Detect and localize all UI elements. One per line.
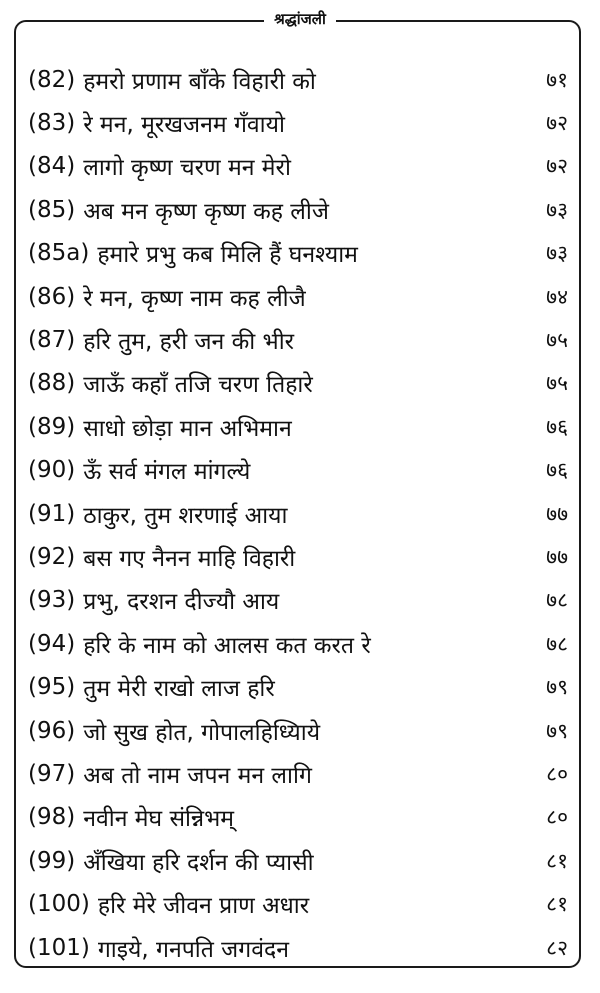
entry-number: (95)	[28, 674, 76, 701]
entry-number: (88)	[28, 370, 76, 397]
entry-page-number: ७६	[546, 458, 568, 483]
entry-page-number: ७४	[546, 284, 568, 309]
contents-entry	[28, 579, 568, 622]
entry-page-number: ७३	[546, 241, 568, 266]
contents-entry	[28, 535, 568, 578]
entry-number: (84)	[28, 153, 76, 180]
entry-number: (87)	[28, 327, 76, 354]
entry-page-number: ८१	[546, 892, 568, 917]
entry-title: रे मन, मूरखजनम गँवायो	[83, 112, 285, 139]
contents-entry	[28, 101, 568, 144]
entry-page-number: ८१	[546, 848, 568, 873]
entry-page-number: ७८	[546, 588, 568, 613]
entry-page-number: ७१	[546, 67, 568, 92]
entry-number: (97)	[28, 760, 76, 787]
contents-entry	[28, 318, 568, 361]
entry-title: बस गए नैनन माहि विहारी	[83, 545, 296, 572]
entry-page-number: ७२	[546, 154, 568, 179]
entry-page-number: ८०	[546, 761, 568, 786]
contents-entry	[28, 796, 568, 839]
contents-entry	[28, 492, 568, 535]
entry-page-number: ७९	[546, 718, 568, 743]
entry-number: (85a)	[28, 240, 90, 267]
entry-number: (86)	[28, 283, 76, 310]
entry-page-number: ७५	[546, 328, 568, 353]
entry-title: हरि मेरे जीवन प्राण अधार	[97, 893, 310, 920]
entry-title: अँखिया हरि दर्शन की प्यासी	[83, 849, 314, 876]
entry-page-number: ७२	[546, 111, 568, 136]
contents-entry	[28, 58, 568, 101]
entry-title: हरि तुम, हरी जन की भीर	[83, 329, 295, 356]
contents-entry	[28, 362, 568, 405]
entry-page-number: ८०	[546, 805, 568, 830]
contents-entry	[28, 709, 568, 752]
entry-title: ऊँ सर्व मंगल मांगल्ये	[83, 459, 251, 486]
entry-page-number: ७७	[546, 501, 568, 526]
entry-page-number: ८२	[546, 935, 568, 960]
contents-entry	[28, 839, 568, 882]
entry-number: (100)	[28, 891, 90, 918]
entry-title: हमरो प्रणाम बाँके विहारी को	[83, 68, 316, 95]
entry-number: (85)	[28, 196, 76, 223]
contents-entry	[28, 882, 568, 925]
entry-title: अब मन कृष्ण कृष्ण कह लीजे	[83, 198, 329, 225]
entry-title: लागो कृष्ण चरण मन मेरो	[83, 155, 291, 182]
entry-number: (92)	[28, 543, 76, 570]
entry-title: हरि के नाम को आलस कत करत रे	[83, 632, 371, 659]
entry-number: (94)	[28, 630, 76, 657]
contents-entry	[28, 622, 568, 665]
entry-number: (82)	[28, 66, 76, 93]
entry-title: गाइये, गनपति जगवंदन	[97, 936, 289, 963]
entry-number: (98)	[28, 804, 76, 831]
entry-title: प्रभु, दरशन दीज्यौ आय	[83, 589, 280, 616]
entry-number: (101)	[28, 934, 90, 961]
entry-number: (99)	[28, 847, 76, 874]
entry-title: नवीन मेघ संन्निभम्	[83, 806, 235, 833]
contents-entry	[28, 752, 568, 795]
contents-entry	[28, 145, 568, 188]
contents-entry	[28, 275, 568, 318]
contents-entry	[28, 405, 568, 448]
contents-entry	[28, 188, 568, 231]
entry-title: अब तो नाम जपन मन लागि	[83, 762, 312, 789]
contents-entry	[28, 232, 568, 275]
header-title: श्रद्धांजली	[264, 8, 336, 30]
entry-page-number: ७५	[546, 371, 568, 396]
entry-page-number: ७३	[546, 197, 568, 222]
entry-title: जाऊँ कहाँ तजि चरण तिहारे	[83, 372, 313, 399]
entry-title: ठाकुर, तुम शरणाई आया	[83, 502, 288, 529]
entry-title: तुम मेरी राखो लाज हरि	[83, 676, 275, 703]
entry-page-number: ७६	[546, 414, 568, 439]
contents-entry	[28, 665, 568, 708]
entry-page-number: ७९	[546, 675, 568, 700]
entry-number: (96)	[28, 717, 76, 744]
entry-number: (93)	[28, 587, 76, 614]
entry-title: हमारे प्रभु कब मिलि हैं घनश्याम	[97, 242, 358, 269]
contents-entry	[28, 449, 568, 492]
contents-list	[28, 58, 568, 969]
entry-number: (83)	[28, 110, 76, 137]
contents-entry	[28, 926, 568, 969]
entry-number: (91)	[28, 500, 76, 527]
entry-title: रे मन, कृष्ण नाम कह लीजै	[83, 285, 306, 312]
entry-page-number: ७७	[546, 544, 568, 569]
entry-number: (89)	[28, 413, 76, 440]
entry-page-number: ७८	[546, 631, 568, 656]
entry-title: साधो छोड़ा मान अभिमान	[83, 415, 292, 442]
entry-number: (90)	[28, 457, 76, 484]
entry-title: जो सुख होत, गोपालहिध्यिाये	[83, 719, 321, 746]
